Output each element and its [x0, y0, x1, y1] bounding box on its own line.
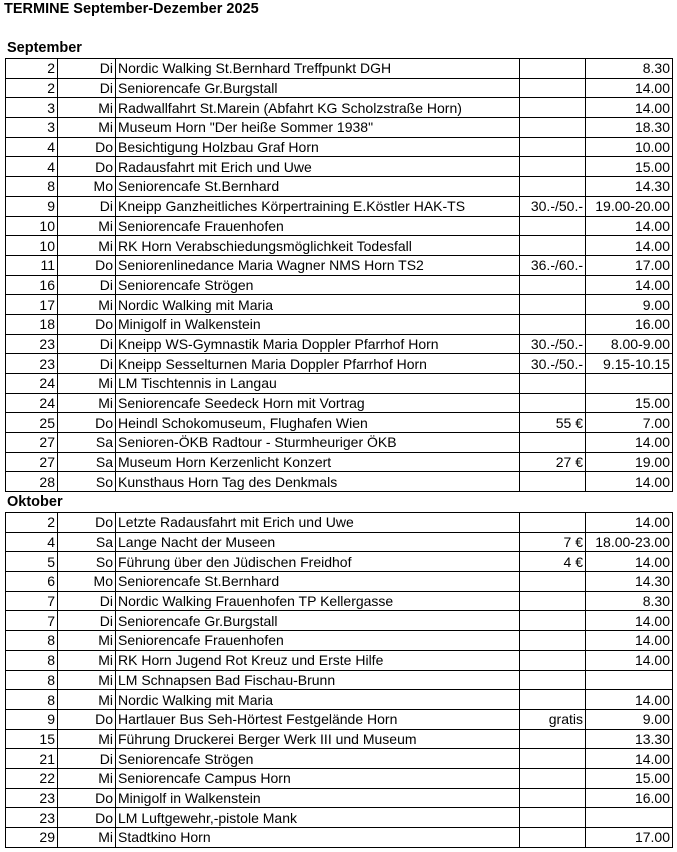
event-cell: Führung über den Jüdischen Freidhof [116, 552, 520, 572]
event-cell: Letzte Radausfahrt mit Erich und Uwe [116, 513, 520, 533]
table-row [6, 749, 673, 769]
event-cell: Minigolf in Walkenstein [116, 314, 520, 334]
table-row [6, 591, 673, 611]
table-row [6, 314, 673, 334]
day-cell: 27 [6, 452, 58, 472]
table-row [6, 472, 673, 492]
table-row [6, 295, 673, 315]
event-cell: Minigolf in Walkenstein [116, 788, 520, 808]
weekday-cell: Mi [58, 295, 116, 315]
day-cell: 2 [6, 59, 58, 79]
weekday-cell: Mi [58, 768, 116, 788]
time-cell: 14.00 [586, 611, 673, 631]
weekday-cell: So [58, 552, 116, 572]
day-cell: 5 [6, 552, 58, 572]
price-cell: 30.-/50.- [520, 334, 586, 354]
table-row [6, 334, 673, 354]
time-cell: 14.00 [586, 749, 673, 769]
time-cell: 18.00-23.00 [586, 532, 673, 552]
price-cell [520, 157, 586, 177]
event-cell: LM Luftgewehr,-pistole Mank [116, 808, 520, 828]
price-cell [520, 374, 586, 394]
time-cell: 14.00 [586, 433, 673, 453]
table-row [6, 670, 673, 690]
time-cell: 14.00 [586, 472, 673, 492]
event-cell: Seniorencafe Frauenhofen [116, 216, 520, 236]
event-cell: Nordic Walking mit Maria [116, 690, 520, 710]
price-cell: 30.-/50.- [520, 354, 586, 374]
price-cell [520, 216, 586, 236]
weekday-cell: Mi [58, 393, 116, 413]
weekday-cell: Mo [58, 177, 116, 197]
time-cell: 9.15-10.15 [586, 354, 673, 374]
price-cell [520, 631, 586, 651]
event-cell: Seniorencafe St.Bernhard [116, 177, 520, 197]
table-row [6, 413, 673, 433]
price-cell [520, 236, 586, 256]
day-cell: 4 [6, 532, 58, 552]
day-cell: 6 [6, 572, 58, 592]
time-cell: 14.00 [586, 650, 673, 670]
weekday-cell: Do [58, 314, 116, 334]
day-cell: 25 [6, 413, 58, 433]
table-row [6, 729, 673, 749]
day-cell: 9 [6, 709, 58, 729]
event-cell: Kneipp Sesselturnen Maria Doppler Pfarrhof Horn [116, 354, 520, 374]
price-cell [520, 729, 586, 749]
price-cell [520, 472, 586, 492]
time-cell: 14.30 [586, 177, 673, 197]
event-cell: Seniorencafe St.Bernhard [116, 572, 520, 592]
time-cell: 15.00 [586, 393, 673, 413]
price-cell [520, 177, 586, 197]
price-cell [520, 275, 586, 295]
weekday-cell: Mo [58, 572, 116, 592]
table-row [6, 275, 673, 295]
weekday-cell: Di [58, 59, 116, 79]
event-cell: Stadtkino Horn [116, 828, 520, 848]
time-cell: 19.00-20.00 [586, 196, 673, 216]
weekday-cell: Sa [58, 532, 116, 552]
event-cell: Seniorencafe Frauenhofen [116, 631, 520, 651]
time-cell: 14.00 [586, 552, 673, 572]
day-cell: 9 [6, 196, 58, 216]
day-cell: 18 [6, 314, 58, 334]
month-heading-oktober: Oktober [7, 494, 63, 510]
price-cell [520, 591, 586, 611]
time-cell: 14.00 [586, 275, 673, 295]
day-cell: 24 [6, 374, 58, 394]
price-cell [520, 295, 586, 315]
day-cell: 23 [6, 808, 58, 828]
weekday-cell: Di [58, 78, 116, 98]
weekday-cell: Di [58, 354, 116, 374]
event-cell: Kneipp WS-Gymnastik Maria Doppler Pfarrhof Horn [116, 334, 520, 354]
schedule-table-september [5, 58, 673, 492]
table-row [6, 255, 673, 275]
price-cell: 27 € [520, 452, 586, 472]
event-cell: Museum Horn "Der heiße Sommer 1938" [116, 118, 520, 138]
day-cell: 23 [6, 334, 58, 354]
price-cell: 36.-/60.- [520, 255, 586, 275]
event-cell: Radwallfahrt St.Marein (Abfahrt KG Scholzstraße Horn) [116, 98, 520, 118]
table-row [6, 690, 673, 710]
weekday-cell: Di [58, 196, 116, 216]
weekday-cell: Mi [58, 631, 116, 651]
event-cell: Nordic Walking St.Bernhard Treffpunkt DGH [116, 59, 520, 79]
table-row [6, 177, 673, 197]
day-cell: 10 [6, 216, 58, 236]
price-cell [520, 98, 586, 118]
day-cell: 8 [6, 650, 58, 670]
time-cell: 13.30 [586, 729, 673, 749]
event-cell: RK Horn Jugend Rot Kreuz und Erste Hilfe [116, 650, 520, 670]
day-cell: 24 [6, 393, 58, 413]
weekday-cell: Mi [58, 98, 116, 118]
table-row [6, 216, 673, 236]
day-cell: 8 [6, 690, 58, 710]
time-cell: 18.30 [586, 118, 673, 138]
table-row [6, 768, 673, 788]
day-cell: 27 [6, 433, 58, 453]
table-row [6, 828, 673, 848]
time-cell: 10.00 [586, 137, 673, 157]
price-cell [520, 749, 586, 769]
weekday-cell: Di [58, 334, 116, 354]
price-cell [520, 670, 586, 690]
time-cell: 9.00 [586, 295, 673, 315]
time-cell: 14.00 [586, 513, 673, 533]
time-cell: 8.30 [586, 591, 673, 611]
weekday-cell: Do [58, 137, 116, 157]
price-cell [520, 393, 586, 413]
table-row [6, 157, 673, 177]
price-cell: 7 € [520, 532, 586, 552]
price-cell [520, 808, 586, 828]
table-row [6, 354, 673, 374]
weekday-cell: Sa [58, 452, 116, 472]
weekday-cell: Di [58, 611, 116, 631]
day-cell: 8 [6, 670, 58, 690]
event-cell: Heindl Schokomuseum, Flughafen Wien [116, 413, 520, 433]
price-cell [520, 314, 586, 334]
event-cell: Seniorencafe Campus Horn [116, 768, 520, 788]
event-cell: Seniorencafe Strögen [116, 749, 520, 769]
table-row [6, 393, 673, 413]
table-row [6, 78, 673, 98]
event-cell: Kneipp Ganzheitliches Körpertraining E.Köstler HAK-TS [116, 196, 520, 216]
table-row [6, 452, 673, 472]
month-heading-september: September [7, 40, 82, 56]
day-cell: 8 [6, 631, 58, 651]
price-cell: 55 € [520, 413, 586, 433]
day-cell: 23 [6, 354, 58, 374]
event-cell: Seniorencafe Gr.Burgstall [116, 611, 520, 631]
weekday-cell: Do [58, 808, 116, 828]
event-cell: LM Tischtennis in Langau [116, 374, 520, 394]
price-cell [520, 118, 586, 138]
weekday-cell: Mi [58, 118, 116, 138]
table-row [6, 137, 673, 157]
weekday-cell: Mi [58, 670, 116, 690]
time-cell: 14.00 [586, 236, 673, 256]
table-row [6, 118, 673, 138]
table-row [6, 788, 673, 808]
table-row [6, 611, 673, 631]
table-row [6, 572, 673, 592]
weekday-cell: Do [58, 157, 116, 177]
weekday-cell: Mi [58, 236, 116, 256]
price-cell [520, 433, 586, 453]
price-cell [520, 513, 586, 533]
table-row [6, 236, 673, 256]
time-cell: 9.00 [586, 709, 673, 729]
price-cell [520, 137, 586, 157]
day-cell: 22 [6, 768, 58, 788]
day-cell: 21 [6, 749, 58, 769]
time-cell [586, 808, 673, 828]
table-row [6, 513, 673, 533]
weekday-cell: Do [58, 788, 116, 808]
weekday-cell: Sa [58, 433, 116, 453]
day-cell: 10 [6, 236, 58, 256]
weekday-cell: Do [58, 255, 116, 275]
time-cell: 19.00 [586, 452, 673, 472]
event-cell: Besichtigung Holzbau Graf Horn [116, 137, 520, 157]
time-cell: 7.00 [586, 413, 673, 433]
day-cell: 3 [6, 118, 58, 138]
time-cell: 14.00 [586, 78, 673, 98]
weekday-cell: Do [58, 513, 116, 533]
time-cell: 14.30 [586, 572, 673, 592]
time-cell: 14.00 [586, 690, 673, 710]
table-row [6, 374, 673, 394]
event-cell: Museum Horn Kerzenlicht Konzert [116, 452, 520, 472]
day-cell: 16 [6, 275, 58, 295]
table-row [6, 631, 673, 651]
time-cell: 17.00 [586, 255, 673, 275]
day-cell: 23 [6, 788, 58, 808]
table-row [6, 98, 673, 118]
weekday-cell: So [58, 472, 116, 492]
price-cell [520, 611, 586, 631]
time-cell [586, 670, 673, 690]
price-cell [520, 690, 586, 710]
price-cell [520, 788, 586, 808]
page-title: TERMINE September-Dezember 2025 [4, 1, 259, 17]
weekday-cell: Mi [58, 729, 116, 749]
event-cell: Führung Druckerei Berger Werk III und Museum [116, 729, 520, 749]
time-cell: 8.30 [586, 59, 673, 79]
day-cell: 11 [6, 255, 58, 275]
time-cell: 16.00 [586, 314, 673, 334]
day-cell: 8 [6, 177, 58, 197]
weekday-cell: Di [58, 275, 116, 295]
time-cell: 14.00 [586, 631, 673, 651]
weekday-cell: Mi [58, 828, 116, 848]
price-cell [520, 59, 586, 79]
day-cell: 17 [6, 295, 58, 315]
event-cell: Seniorencafe Gr.Burgstall [116, 78, 520, 98]
day-cell: 3 [6, 98, 58, 118]
price-cell [520, 572, 586, 592]
event-cell: Seniorencafe Strögen [116, 275, 520, 295]
table-row [6, 808, 673, 828]
day-cell: 29 [6, 828, 58, 848]
table-row [6, 709, 673, 729]
time-cell [586, 374, 673, 394]
table-row [6, 532, 673, 552]
price-cell [520, 828, 586, 848]
day-cell: 4 [6, 157, 58, 177]
day-cell: 28 [6, 472, 58, 492]
price-cell: gratis [520, 709, 586, 729]
event-cell: Seniorencafe Seedeck Horn mit Vortrag [116, 393, 520, 413]
event-cell: Senioren-ÖKB Radtour - Sturmheuriger ÖKB [116, 433, 520, 453]
table-row [6, 196, 673, 216]
time-cell: 16.00 [586, 788, 673, 808]
price-cell [520, 768, 586, 788]
weekday-cell: Do [58, 413, 116, 433]
event-cell: LM Schnapsen Bad Fischau-Brunn [116, 670, 520, 690]
weekday-cell: Di [58, 749, 116, 769]
time-cell: 15.00 [586, 768, 673, 788]
schedule-table-oktober [5, 512, 673, 848]
time-cell: 8.00-9.00 [586, 334, 673, 354]
event-cell: Hartlauer Bus Seh-Hörtest Festgelände Horn [116, 709, 520, 729]
time-cell: 14.00 [586, 98, 673, 118]
price-cell [520, 78, 586, 98]
weekday-cell: Mi [58, 216, 116, 236]
weekday-cell: Mi [58, 650, 116, 670]
event-cell: Nordic Walking mit Maria [116, 295, 520, 315]
price-cell [520, 650, 586, 670]
day-cell: 2 [6, 513, 58, 533]
event-cell: Lange Nacht der Museen [116, 532, 520, 552]
event-cell: Nordic Walking Frauenhofen TP Kellergasse [116, 591, 520, 611]
table-row [6, 59, 673, 79]
day-cell: 7 [6, 591, 58, 611]
weekday-cell: Di [58, 591, 116, 611]
price-cell: 30.-/50.- [520, 196, 586, 216]
day-cell: 2 [6, 78, 58, 98]
table-row [6, 650, 673, 670]
weekday-cell: Mi [58, 690, 116, 710]
price-cell: 4 € [520, 552, 586, 572]
time-cell: 17.00 [586, 828, 673, 848]
time-cell: 14.00 [586, 216, 673, 236]
weekday-cell: Mi [58, 374, 116, 394]
time-cell: 15.00 [586, 157, 673, 177]
day-cell: 15 [6, 729, 58, 749]
table-row [6, 552, 673, 572]
event-cell: RK Horn Verabschiedungsmöglichkeit Todesfall [116, 236, 520, 256]
event-cell: Seniorenlinedance Maria Wagner NMS Horn TS2 [116, 255, 520, 275]
table-row [6, 433, 673, 453]
day-cell: 4 [6, 137, 58, 157]
event-cell: Radausfahrt mit Erich und Uwe [116, 157, 520, 177]
day-cell: 7 [6, 611, 58, 631]
weekday-cell: Do [58, 709, 116, 729]
event-cell: Kunsthaus Horn Tag des Denkmals [116, 472, 520, 492]
